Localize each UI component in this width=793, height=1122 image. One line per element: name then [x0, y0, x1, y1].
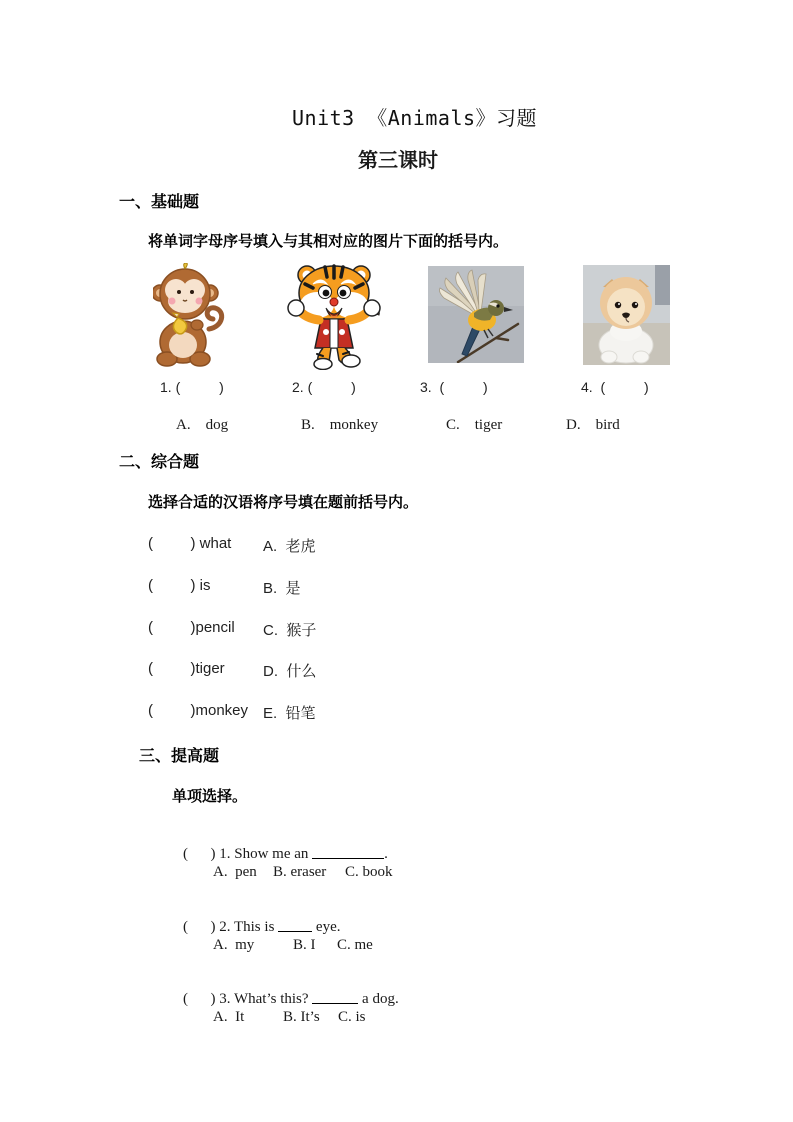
q3-option-b: B. It’s [283, 1009, 320, 1025]
tiger-image [283, 262, 385, 370]
bird-photo-icon [428, 266, 524, 363]
dog-image [583, 265, 670, 365]
section-basic-instruction: 将单词字母序号填入与其相对应的图片下面的括号内。 [148, 233, 509, 250]
question-3-text: 3. What’s this? [215, 991, 313, 1007]
question-2-text: 2. This is [215, 919, 279, 935]
match-right-monkey-cn: C. 猴子 [263, 622, 317, 639]
match-left-tiger: ( )tiger [148, 660, 225, 677]
q2-option-b: B. I [293, 937, 316, 953]
section-advanced-instruction: 单项选择。 [172, 788, 248, 805]
match-right-pencil-cn: E. 铅笔 [263, 705, 316, 722]
question-1-blank [312, 845, 384, 859]
answer-slot-4: 4. ( ) [581, 379, 649, 395]
question-1-bracket: ( ) [183, 846, 216, 862]
q2-option-c: C. me [337, 937, 373, 953]
question-3-bracket: ( ) [183, 991, 216, 1007]
q2-option-a: A. my [213, 937, 255, 953]
word-option-b: B. monkey [301, 417, 379, 433]
match-left-pencil: ( )pencil [148, 619, 235, 636]
question-2-blank [278, 918, 312, 932]
dog-photo-icon [583, 265, 670, 365]
page-title: Unit3 《Animals》习题 [292, 106, 538, 130]
question-3-blank [312, 990, 358, 1004]
section-comprehensive-instruction: 选择合适的汉语将序号填在题前括号内。 [148, 494, 419, 511]
question-1-text-after: . [384, 846, 388, 862]
tiger-cartoon-icon [283, 262, 385, 370]
word-option-d: D. bird [566, 417, 620, 433]
question-2-text-after: eye. [312, 919, 341, 935]
question-1-text: 1. Show me an [215, 846, 313, 862]
match-right-what-cn: D. 什么 [263, 663, 317, 680]
q3-option-a: A. It [213, 1009, 245, 1025]
q1-option-a: A. pen [213, 864, 257, 880]
word-option-a: A. dog [176, 417, 229, 433]
q1-option-c: C. book [345, 864, 393, 880]
monkey-cartoon-icon [153, 263, 225, 367]
page-subtitle: 第三课时 [358, 150, 438, 172]
q1-option-b: B. eraser [273, 864, 327, 880]
q3-option-c: C. is [338, 1009, 366, 1025]
monkey-image [153, 263, 225, 367]
match-right-is-cn: B. 是 [263, 580, 301, 597]
question-3-text-after: a dog. [358, 991, 399, 1007]
match-left-is: ( ) is [148, 577, 211, 594]
match-left-monkey: ( )monkey [148, 702, 249, 719]
section-comprehensive-heading: 二、综合题 [119, 454, 200, 471]
answer-slot-2: 2. ( ) [292, 379, 356, 395]
word-option-c: C. tiger [446, 417, 503, 433]
section-basic-heading: 一、基础题 [119, 194, 200, 211]
match-right-tiger-cn: A. 老虎 [263, 538, 316, 555]
match-left-what: ( ) what [148, 535, 232, 552]
section-advanced-heading: 三、提高题 [139, 748, 220, 765]
bird-image [428, 266, 524, 363]
question-2-bracket: ( ) [183, 919, 216, 935]
answer-slot-3: 3. ( ) [420, 379, 488, 395]
answer-slot-1: 1. ( ) [160, 379, 224, 395]
